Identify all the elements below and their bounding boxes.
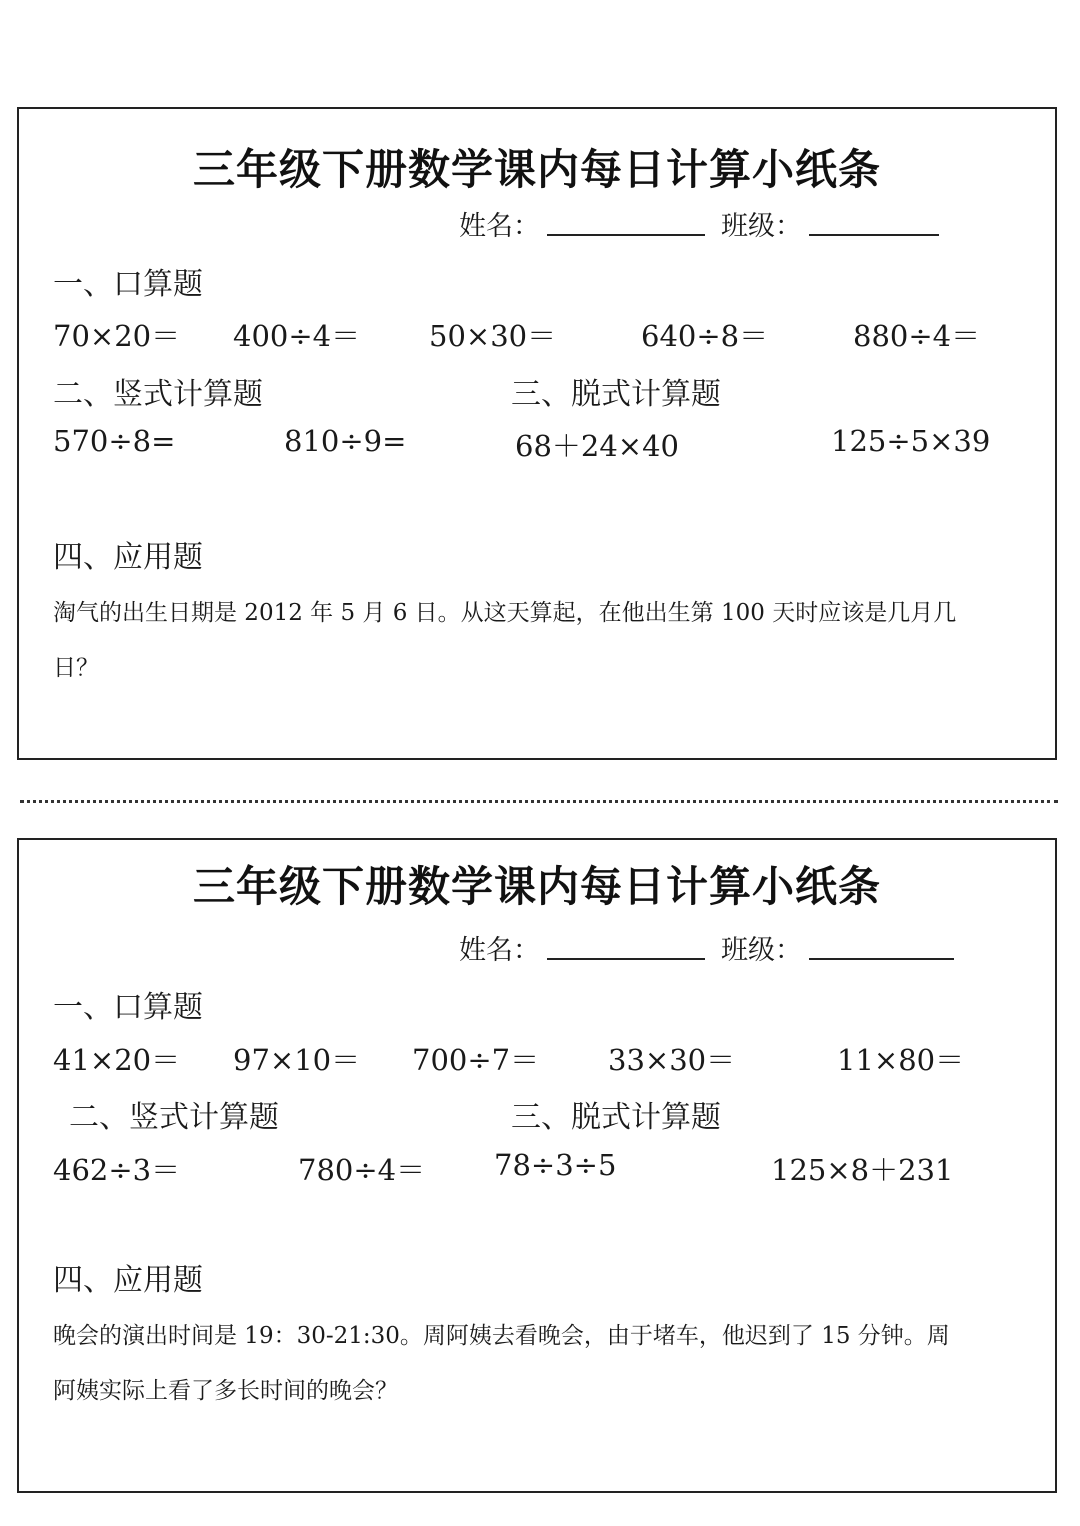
oral-item: 50×30＝	[429, 319, 557, 353]
calc-item: 125×8＋231	[771, 1153, 954, 1187]
card-title: 三年级下册数学课内每日计算小纸条	[192, 862, 881, 911]
cut-line-divider	[20, 800, 1058, 803]
oral-item: 700÷7＝	[412, 1043, 540, 1077]
section-word-problem-heading: 四、应用题	[53, 540, 203, 575]
section-word-problem-heading: 四、应用题	[53, 1263, 203, 1298]
section-vertical-heading: 二、竖式计算题	[69, 1100, 279, 1135]
word-problem-line-1: 淘气的出生日期是 2012 年 5 月 6 日。从这天算起，在他出生第 100 天时应该是几月几	[53, 600, 957, 626]
class-blank[interactable]	[809, 232, 939, 236]
section-oral-heading: 一、口算题	[53, 990, 203, 1025]
class-blank[interactable]	[809, 956, 954, 960]
oral-item: 70×20＝	[53, 319, 181, 353]
name-blank[interactable]	[547, 232, 705, 236]
class-label: 班级：	[721, 935, 802, 966]
name-label: 姓名：	[459, 211, 540, 242]
calc-item: 68＋24×40	[515, 429, 680, 463]
section-vertical-heading: 二、竖式计算题	[53, 377, 263, 412]
oral-item: 640÷8＝	[641, 319, 769, 353]
oral-item: 97×10＝	[233, 1043, 361, 1077]
worksheet-card-1	[17, 107, 1057, 760]
class-label: 班级：	[721, 211, 802, 242]
calc-item: 810÷9=	[284, 424, 407, 458]
oral-item: 41×20＝	[53, 1043, 181, 1077]
calc-item: 780÷4＝	[298, 1153, 426, 1187]
worksheet-card-2	[17, 838, 1057, 1493]
section-stepwise-heading: 三、脱式计算题	[511, 377, 721, 412]
section-stepwise-heading: 三、脱式计算题	[511, 1100, 721, 1135]
calc-item: 125÷5×39	[831, 424, 991, 458]
calc-item: 78÷3÷5	[494, 1148, 617, 1182]
card-title: 三年级下册数学课内每日计算小纸条	[192, 145, 881, 194]
word-problem-line-2: 日？	[53, 655, 99, 681]
calc-item: 570÷8=	[53, 424, 176, 458]
name-blank[interactable]	[547, 956, 705, 960]
oral-item: 11×80＝	[837, 1043, 965, 1077]
word-problem-line-2: 阿姨实际上看了多长时间的晚会？	[53, 1378, 398, 1404]
calc-item: 462÷3＝	[53, 1153, 181, 1187]
oral-item: 400÷4＝	[233, 319, 361, 353]
oral-item: 880÷4＝	[853, 319, 981, 353]
section-oral-heading: 一、口算题	[53, 267, 203, 302]
word-problem-line-1: 晚会的演出时间是 19：30-21:30。周阿姨去看晚会，由于堵车，他迟到了 15 分钟。周	[53, 1323, 950, 1349]
name-label: 姓名：	[459, 935, 540, 966]
oral-item: 33×30＝	[608, 1043, 736, 1077]
